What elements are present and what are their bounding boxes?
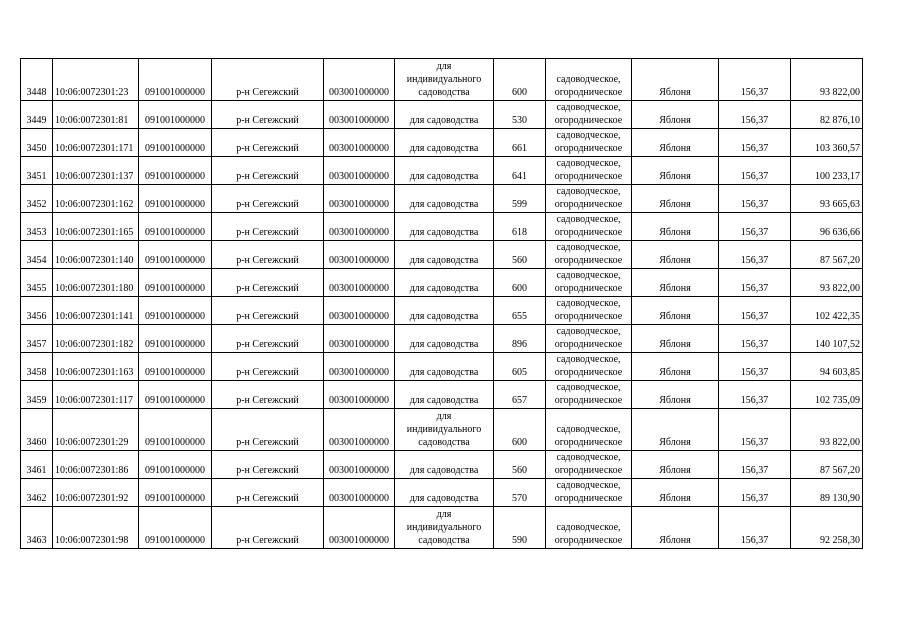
permitted-use [395, 157, 494, 185]
okato-code: 091001000000 [139, 129, 212, 157]
okato-code: 091001000000 [139, 297, 212, 325]
permitted-use [395, 353, 494, 381]
land-category [546, 507, 632, 549]
row-number: 3453 [21, 213, 53, 241]
area: 655 [494, 297, 546, 325]
cadastral-value: 87 567,20 [791, 241, 863, 269]
row-number: 3451 [21, 157, 53, 185]
district: р-н Сегежский [212, 269, 324, 297]
land-category [546, 381, 632, 409]
permitted-use [395, 213, 494, 241]
permitted-use-line: для садоводства [409, 311, 479, 322]
row-number: 3461 [21, 451, 53, 479]
permitted-use-line: для садоводства [409, 465, 479, 476]
cadastral-number: 10:06:0072301:81 [53, 101, 139, 129]
land-category [546, 325, 632, 353]
area: 530 [494, 101, 546, 129]
district: р-н Сегежский [212, 241, 324, 269]
cadastral-number: 10:06:0072301:180 [53, 269, 139, 297]
area: 560 [494, 241, 546, 269]
district: р-н Сегежский [212, 507, 324, 549]
specific-value: 156,37 [719, 101, 791, 129]
land-category-line: огородническое [554, 199, 623, 210]
table-row [21, 59, 863, 101]
oktmo-code: 003001000000 [324, 213, 395, 241]
permitted-use-line: для садоводства [409, 227, 479, 238]
permitted-use [395, 297, 494, 325]
settlement: Яблоня [632, 241, 719, 269]
okato-code: 091001000000 [139, 101, 212, 129]
specific-value: 156,37 [719, 297, 791, 325]
district: р-н Сегежский [212, 409, 324, 451]
land-category [546, 185, 632, 213]
land-category-line: садоводческое, [556, 270, 621, 281]
land-category-line: огородническое [554, 395, 623, 406]
table-row [21, 325, 863, 353]
okato-code: 091001000000 [139, 451, 212, 479]
row-number: 3454 [21, 241, 53, 269]
settlement: Яблоня [632, 185, 719, 213]
land-category [546, 451, 632, 479]
land-category-line: огородническое [554, 171, 623, 182]
specific-value: 156,37 [719, 157, 791, 185]
specific-value: 156,37 [719, 451, 791, 479]
area: 599 [494, 185, 546, 213]
land-category-line: садоводческое, [556, 214, 621, 225]
cadastral-number: 10:06:0072301:92 [53, 479, 139, 507]
permitted-use [395, 59, 494, 101]
table-row [21, 213, 863, 241]
land-category [546, 409, 632, 451]
okato-code: 091001000000 [139, 59, 212, 101]
row-number: 3462 [21, 479, 53, 507]
land-category-line: огородническое [554, 311, 623, 322]
land-category [546, 353, 632, 381]
district: р-н Сегежский [212, 213, 324, 241]
row-number: 3448 [21, 59, 53, 101]
permitted-use [395, 381, 494, 409]
land-category [546, 157, 632, 185]
specific-value: 156,37 [719, 381, 791, 409]
land-category-line: садоводческое, [556, 522, 621, 533]
area: 600 [494, 269, 546, 297]
okato-code: 091001000000 [139, 507, 212, 549]
area: 657 [494, 381, 546, 409]
land-category-line: огородническое [554, 493, 623, 504]
settlement: Яблоня [632, 297, 719, 325]
okato-code: 091001000000 [139, 325, 212, 353]
land-category-line: садоводческое, [556, 452, 621, 463]
cadastral-value: 93 665,63 [791, 185, 863, 213]
row-number: 3460 [21, 409, 53, 451]
land-category-line: садоводческое, [556, 326, 621, 337]
cadastral-value: 89 130,90 [791, 479, 863, 507]
okato-code: 091001000000 [139, 241, 212, 269]
settlement: Яблоня [632, 59, 719, 101]
land-category [546, 59, 632, 101]
permitted-use-line: индивидуального [406, 522, 482, 533]
cadastral-value: 102 422,35 [791, 297, 863, 325]
okato-code: 091001000000 [139, 381, 212, 409]
land-category-line: огородническое [554, 255, 623, 266]
area: 661 [494, 129, 546, 157]
oktmo-code: 003001000000 [324, 325, 395, 353]
permitted-use-line: индивидуального [406, 74, 482, 85]
settlement: Яблоня [632, 213, 719, 241]
permitted-use-line: для садоводства [409, 493, 479, 504]
settlement: Яблоня [632, 269, 719, 297]
settlement: Яблоня [632, 101, 719, 129]
land-category [546, 129, 632, 157]
table-row [21, 381, 863, 409]
settlement: Яблоня [632, 325, 719, 353]
settlement: Яблоня [632, 409, 719, 451]
cadastral-number: 10:06:0072301:162 [53, 185, 139, 213]
cadastral-value: 82 876,10 [791, 101, 863, 129]
permitted-use [395, 129, 494, 157]
row-number: 3449 [21, 101, 53, 129]
cadastral-number: 10:06:0072301:163 [53, 353, 139, 381]
permitted-use [395, 409, 494, 451]
land-category-line: садоводческое, [556, 130, 621, 141]
okato-code: 091001000000 [139, 353, 212, 381]
row-number: 3455 [21, 269, 53, 297]
permitted-use [395, 101, 494, 129]
table-row [21, 507, 863, 549]
land-category [546, 297, 632, 325]
table-row [21, 129, 863, 157]
permitted-use-line: садоводства [418, 87, 470, 98]
table-row [21, 409, 863, 451]
permitted-use-line: для садоводства [409, 143, 479, 154]
cadastral-value: 102 735,09 [791, 381, 863, 409]
land-category [546, 241, 632, 269]
land-category-line: огородническое [554, 465, 623, 476]
okato-code: 091001000000 [139, 409, 212, 451]
area: 600 [494, 409, 546, 451]
permitted-use-line: для садоводства [409, 199, 479, 210]
cadastral-number: 10:06:0072301:29 [53, 409, 139, 451]
cadastral-number: 10:06:0072301:137 [53, 157, 139, 185]
district: р-н Сегежский [212, 59, 324, 101]
oktmo-code: 003001000000 [324, 451, 395, 479]
row-number: 3456 [21, 297, 53, 325]
cadastral-number: 10:06:0072301:140 [53, 241, 139, 269]
area: 618 [494, 213, 546, 241]
oktmo-code: 003001000000 [324, 59, 395, 101]
row-number: 3450 [21, 129, 53, 157]
land-category-line: садоводческое, [556, 186, 621, 197]
cadastral-number: 10:06:0072301:141 [53, 297, 139, 325]
permitted-use [395, 325, 494, 353]
district: р-н Сегежский [212, 157, 324, 185]
permitted-use-line: для садоводства [409, 395, 479, 406]
permitted-use-line: садоводства [418, 437, 470, 448]
land-category [546, 269, 632, 297]
specific-value: 156,37 [719, 507, 791, 549]
land-category-line: огородническое [554, 283, 623, 294]
cadastral-number: 10:06:0072301:117 [53, 381, 139, 409]
area: 570 [494, 479, 546, 507]
table-row [21, 297, 863, 325]
specific-value: 156,37 [719, 241, 791, 269]
cadastral-value: 94 603,85 [791, 353, 863, 381]
land-category-line: садоводческое, [556, 424, 621, 435]
cadastral-number: 10:06:0072301:171 [53, 129, 139, 157]
okato-code: 091001000000 [139, 213, 212, 241]
settlement: Яблоня [632, 479, 719, 507]
settlement: Яблоня [632, 353, 719, 381]
settlement: Яблоня [632, 507, 719, 549]
permitted-use [395, 241, 494, 269]
cadastral-number: 10:06:0072301:86 [53, 451, 139, 479]
district: р-н Сегежский [212, 451, 324, 479]
settlement: Яблоня [632, 129, 719, 157]
land-category-line: огородническое [554, 115, 623, 126]
oktmo-code: 003001000000 [324, 185, 395, 213]
specific-value: 156,37 [719, 409, 791, 451]
table-row [21, 101, 863, 129]
specific-value: 156,37 [719, 479, 791, 507]
table-row [21, 353, 863, 381]
land-plots-table [20, 58, 863, 549]
okato-code: 091001000000 [139, 269, 212, 297]
permitted-use-line: для садоводства [409, 255, 479, 266]
permitted-use-line: для садоводства [409, 367, 479, 378]
land-category [546, 213, 632, 241]
cadastral-value: 100 233,17 [791, 157, 863, 185]
permitted-use-line: для [436, 411, 452, 422]
land-category-line: садоводческое, [556, 298, 621, 309]
area: 600 [494, 59, 546, 101]
land-category-line: огородническое [554, 143, 623, 154]
row-number: 3459 [21, 381, 53, 409]
cadastral-number: 10:06:0072301:182 [53, 325, 139, 353]
cadastral-number: 10:06:0072301:23 [53, 59, 139, 101]
cadastral-value: 93 822,00 [791, 59, 863, 101]
land-category-line: садоводческое, [556, 158, 621, 169]
row-number: 3457 [21, 325, 53, 353]
land-category [546, 479, 632, 507]
district: р-н Сегежский [212, 325, 324, 353]
area: 560 [494, 451, 546, 479]
table-row [21, 269, 863, 297]
cadastral-number: 10:06:0072301:98 [53, 507, 139, 549]
land-category-line: садоводческое, [556, 382, 621, 393]
district: р-н Сегежский [212, 101, 324, 129]
cadastral-value: 92 258,30 [791, 507, 863, 549]
table-row [21, 185, 863, 213]
oktmo-code: 003001000000 [324, 101, 395, 129]
permitted-use-line: для садоводства [409, 283, 479, 294]
okato-code: 091001000000 [139, 157, 212, 185]
permitted-use [395, 269, 494, 297]
oktmo-code: 003001000000 [324, 353, 395, 381]
table-row [21, 479, 863, 507]
settlement: Яблоня [632, 451, 719, 479]
district: р-н Сегежский [212, 479, 324, 507]
row-number: 3452 [21, 185, 53, 213]
settlement: Яблоня [632, 381, 719, 409]
district: р-н Сегежский [212, 353, 324, 381]
land-category-line: огородническое [554, 339, 623, 350]
area: 641 [494, 157, 546, 185]
specific-value: 156,37 [719, 129, 791, 157]
land-category [546, 101, 632, 129]
cadastral-value: 103 360,57 [791, 129, 863, 157]
oktmo-code: 003001000000 [324, 241, 395, 269]
specific-value: 156,37 [719, 59, 791, 101]
permitted-use [395, 507, 494, 549]
area: 590 [494, 507, 546, 549]
settlement: Яблоня [632, 157, 719, 185]
table-row [21, 451, 863, 479]
land-category-line: садоводческое, [556, 354, 621, 365]
permitted-use [395, 479, 494, 507]
specific-value: 156,37 [719, 325, 791, 353]
specific-value: 156,37 [719, 185, 791, 213]
cadastral-number: 10:06:0072301:165 [53, 213, 139, 241]
okato-code: 091001000000 [139, 479, 212, 507]
okato-code: 091001000000 [139, 185, 212, 213]
land-category-line: огородническое [554, 227, 623, 238]
land-category-line: огородническое [554, 87, 623, 98]
cadastral-value: 140 107,52 [791, 325, 863, 353]
oktmo-code: 003001000000 [324, 269, 395, 297]
specific-value: 156,37 [719, 353, 791, 381]
oktmo-code: 003001000000 [324, 409, 395, 451]
oktmo-code: 003001000000 [324, 297, 395, 325]
oktmo-code: 003001000000 [324, 157, 395, 185]
land-category-line: огородническое [554, 367, 623, 378]
cadastral-value: 96 636,66 [791, 213, 863, 241]
table-row [21, 157, 863, 185]
permitted-use-line: индивидуального [406, 424, 482, 435]
oktmo-code: 003001000000 [324, 381, 395, 409]
land-category-line: садоводческое, [556, 242, 621, 253]
oktmo-code: 003001000000 [324, 479, 395, 507]
specific-value: 156,37 [719, 269, 791, 297]
specific-value: 156,37 [719, 213, 791, 241]
row-number: 3458 [21, 353, 53, 381]
land-category-line: садоводческое, [556, 74, 621, 85]
district: р-н Сегежский [212, 297, 324, 325]
cadastral-value: 93 822,00 [791, 409, 863, 451]
permitted-use [395, 451, 494, 479]
area: 605 [494, 353, 546, 381]
district: р-н Сегежский [212, 185, 324, 213]
cadastral-value: 93 822,00 [791, 269, 863, 297]
area: 896 [494, 325, 546, 353]
permitted-use-line: для садоводства [409, 339, 479, 350]
permitted-use-line: для [436, 61, 452, 72]
permitted-use-line: садоводства [418, 535, 470, 546]
table-row [21, 241, 863, 269]
land-category-line: садоводческое, [556, 102, 621, 113]
oktmo-code: 003001000000 [324, 129, 395, 157]
land-category-line: огородническое [554, 437, 623, 448]
permitted-use [395, 185, 494, 213]
permitted-use-line: для садоводства [409, 115, 479, 126]
district: р-н Сегежский [212, 129, 324, 157]
permitted-use-line: для [436, 509, 452, 520]
district: р-н Сегежский [212, 381, 324, 409]
row-number: 3463 [21, 507, 53, 549]
cadastral-value: 87 567,20 [791, 451, 863, 479]
land-category-line: садоводческое, [556, 480, 621, 491]
oktmo-code: 003001000000 [324, 507, 395, 549]
land-category-line: огородническое [554, 535, 623, 546]
permitted-use-line: для садоводства [409, 171, 479, 182]
